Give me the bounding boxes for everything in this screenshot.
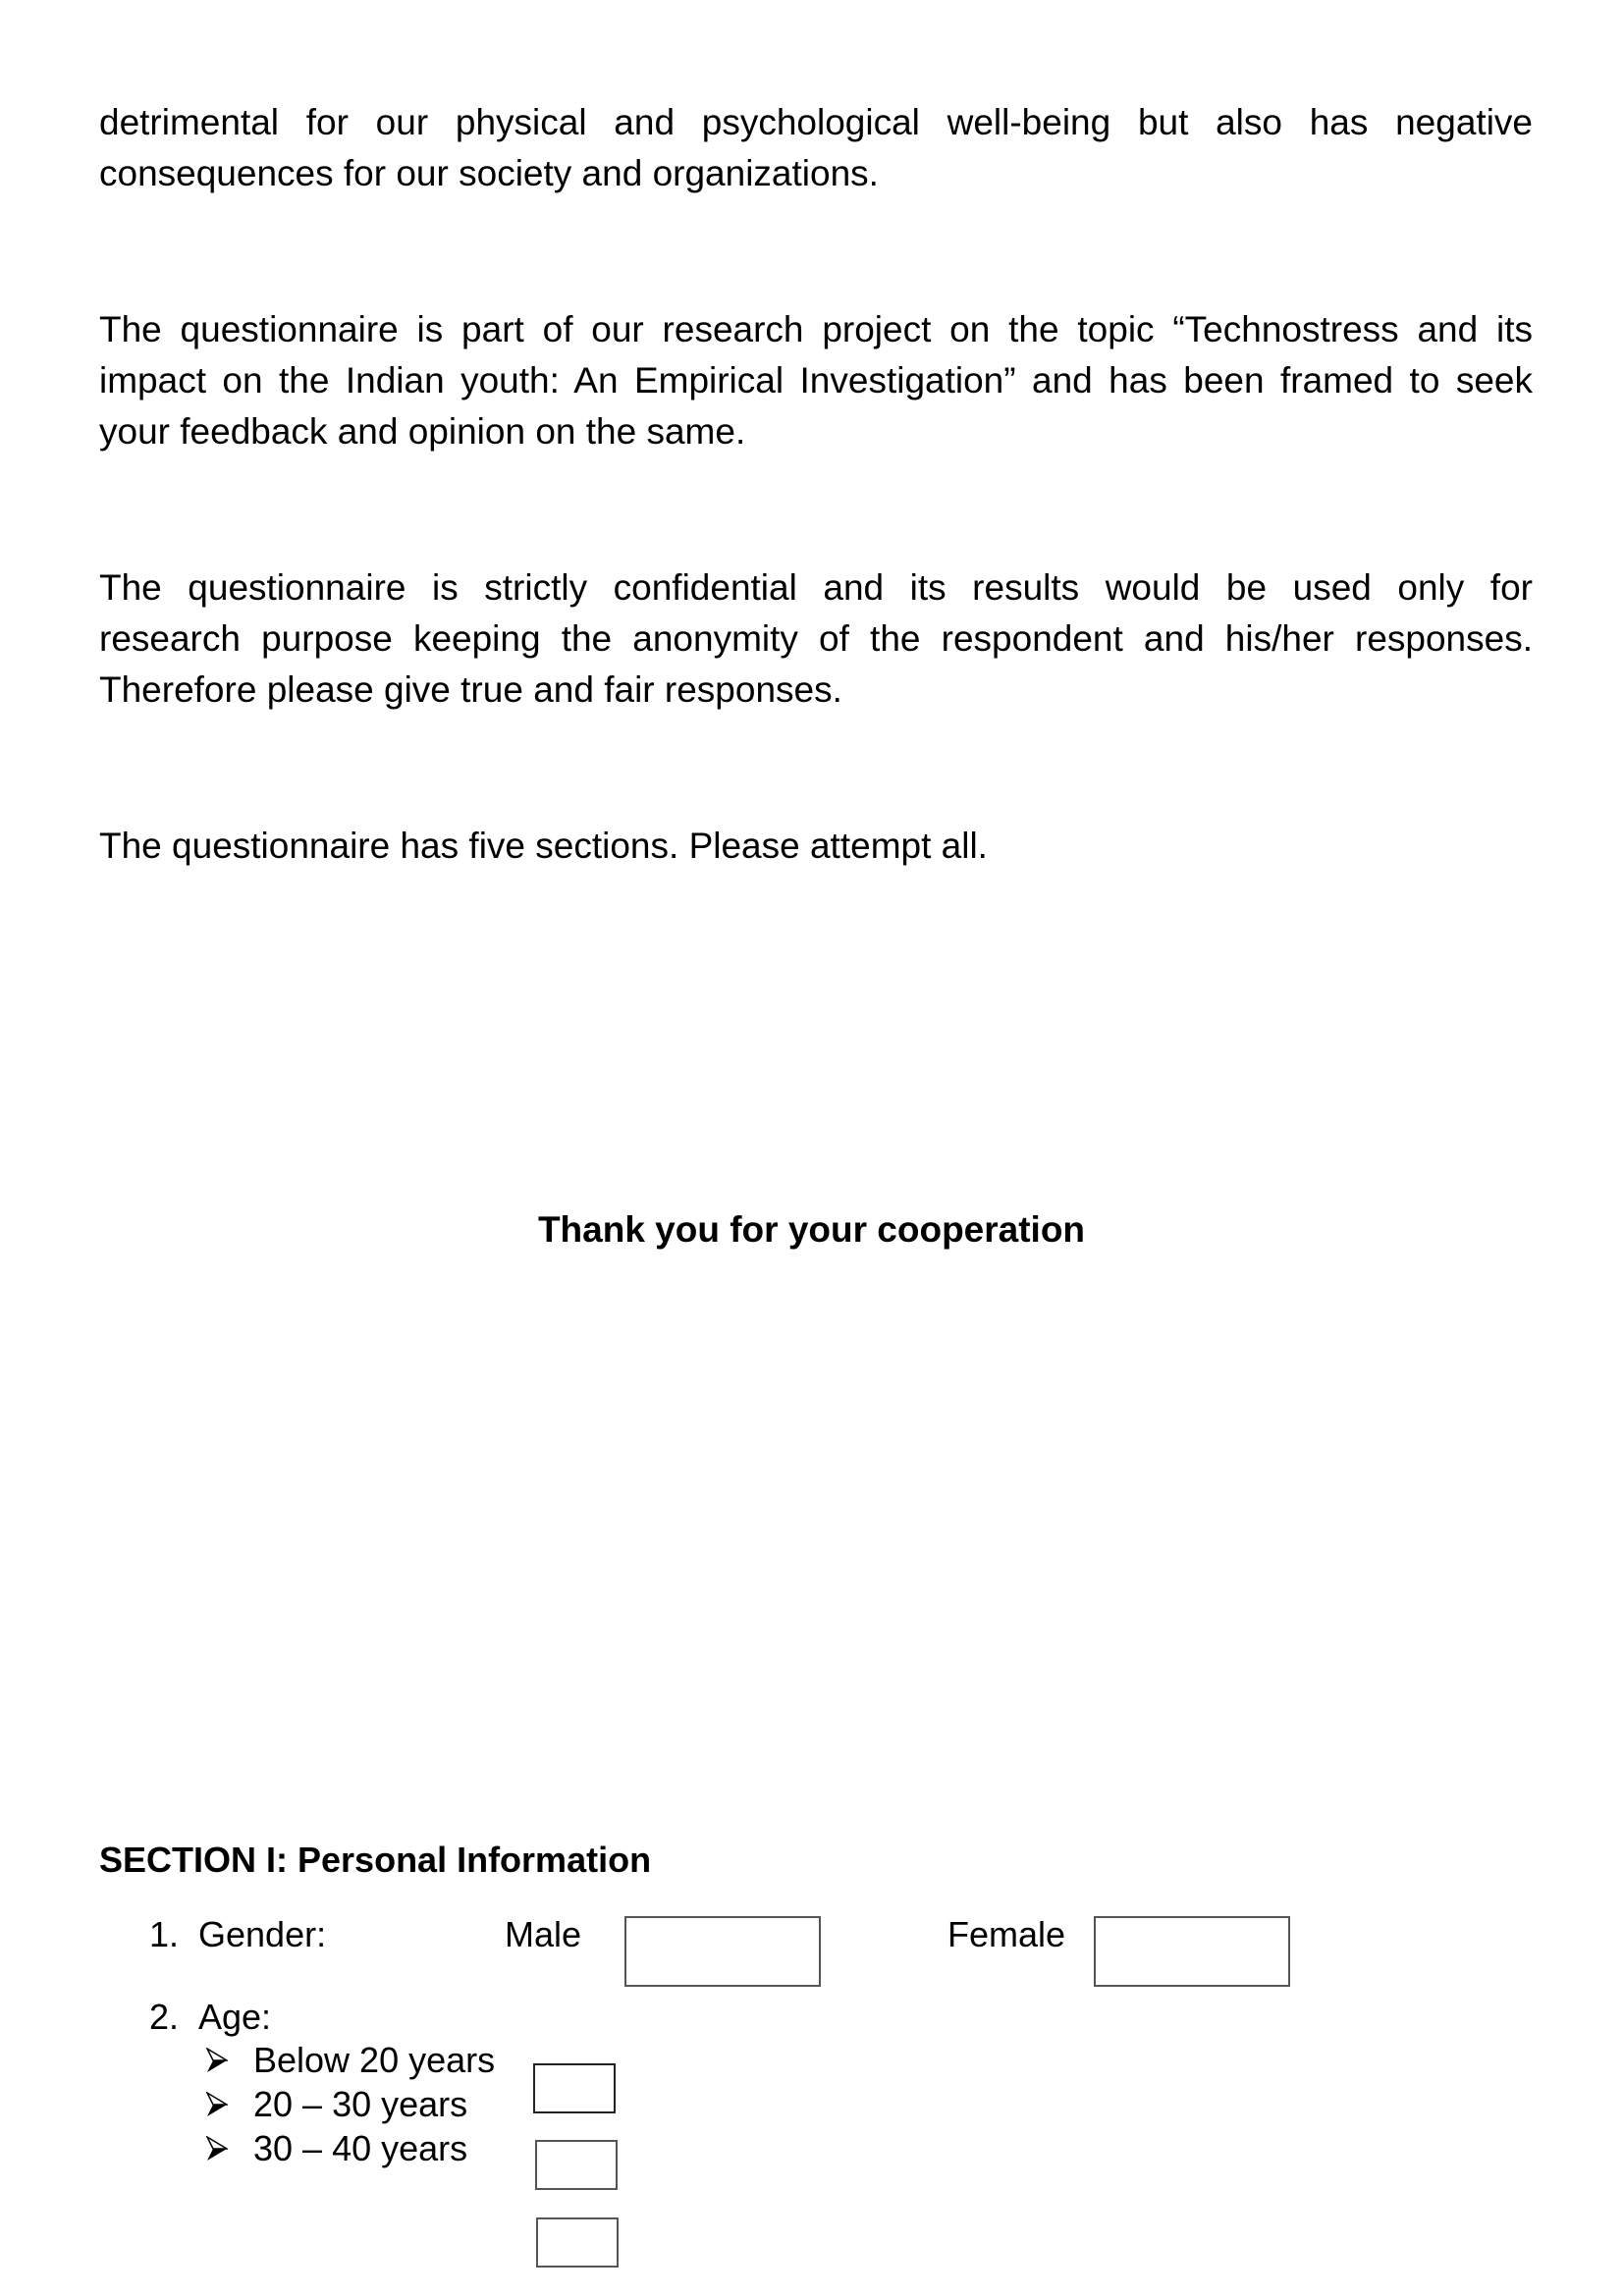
paragraph-line: The questionnaire is part of our research project on the topic “Technostress and its xyxy=(99,309,1533,349)
paragraph-line: Therefore please give true and fair responses. xyxy=(99,669,842,710)
paragraph-line: impact on the Indian youth: An Empirical Investigation” and has been framed to seek xyxy=(99,360,1533,400)
paragraph-line: your feedback and opinion on the same. xyxy=(99,411,746,452)
gender-label: Gender: xyxy=(198,1914,327,1954)
question-number: 2. xyxy=(149,1997,180,2037)
gender-female-checkbox[interactable] xyxy=(1094,1916,1290,1987)
age-option-20-30 xyxy=(206,2084,467,2125)
age-option-label: 20 – 30 years xyxy=(253,2084,468,2124)
confidentiality-paragraph xyxy=(99,562,1533,716)
arrow-bullet-icon xyxy=(206,2136,228,2162)
age-below-20-checkbox[interactable] xyxy=(533,2063,616,2113)
age-label: Age: xyxy=(198,1997,272,2037)
age-20-30-checkbox[interactable] xyxy=(535,2140,618,2190)
paragraph-line: The questionnaire has five sections. Please attempt all. xyxy=(99,826,988,866)
gender-option-male: Male xyxy=(505,1914,582,1954)
paragraph-line: consequences for our society and organizations. xyxy=(99,153,879,193)
paragraph-line: The questionnaire is strictly confidential and its results would be used only for xyxy=(99,567,1533,608)
age-option-below-20 xyxy=(206,2040,495,2081)
intro-paragraph-1 xyxy=(99,97,1533,199)
thank-you-heading: Thank you for your cooperation xyxy=(537,1209,1086,1250)
age-option-30-40 xyxy=(206,2128,467,2169)
question-number: 1. xyxy=(149,1914,180,1954)
paragraph-line: research purpose keeping the anonymity of the respondent and his/her responses. xyxy=(99,618,1533,659)
gender-option-female: Female xyxy=(947,1914,1066,1954)
gender-male-checkbox[interactable] xyxy=(624,1916,821,1987)
age-30-40-checkbox[interactable] xyxy=(536,2217,619,2268)
arrow-bullet-icon xyxy=(206,2048,228,2073)
intro-paragraph-2 xyxy=(99,304,1533,457)
arrow-bullet-icon xyxy=(206,2092,228,2117)
section-title: SECTION I: Personal Information xyxy=(99,1840,652,1880)
age-option-label: 30 – 40 years xyxy=(253,2128,468,2168)
sections-note-paragraph xyxy=(99,821,1533,872)
age-option-label: Below 20 years xyxy=(253,2040,496,2080)
paragraph-line: detrimental for our physical and psychological well-being but also has negative xyxy=(99,102,1533,142)
